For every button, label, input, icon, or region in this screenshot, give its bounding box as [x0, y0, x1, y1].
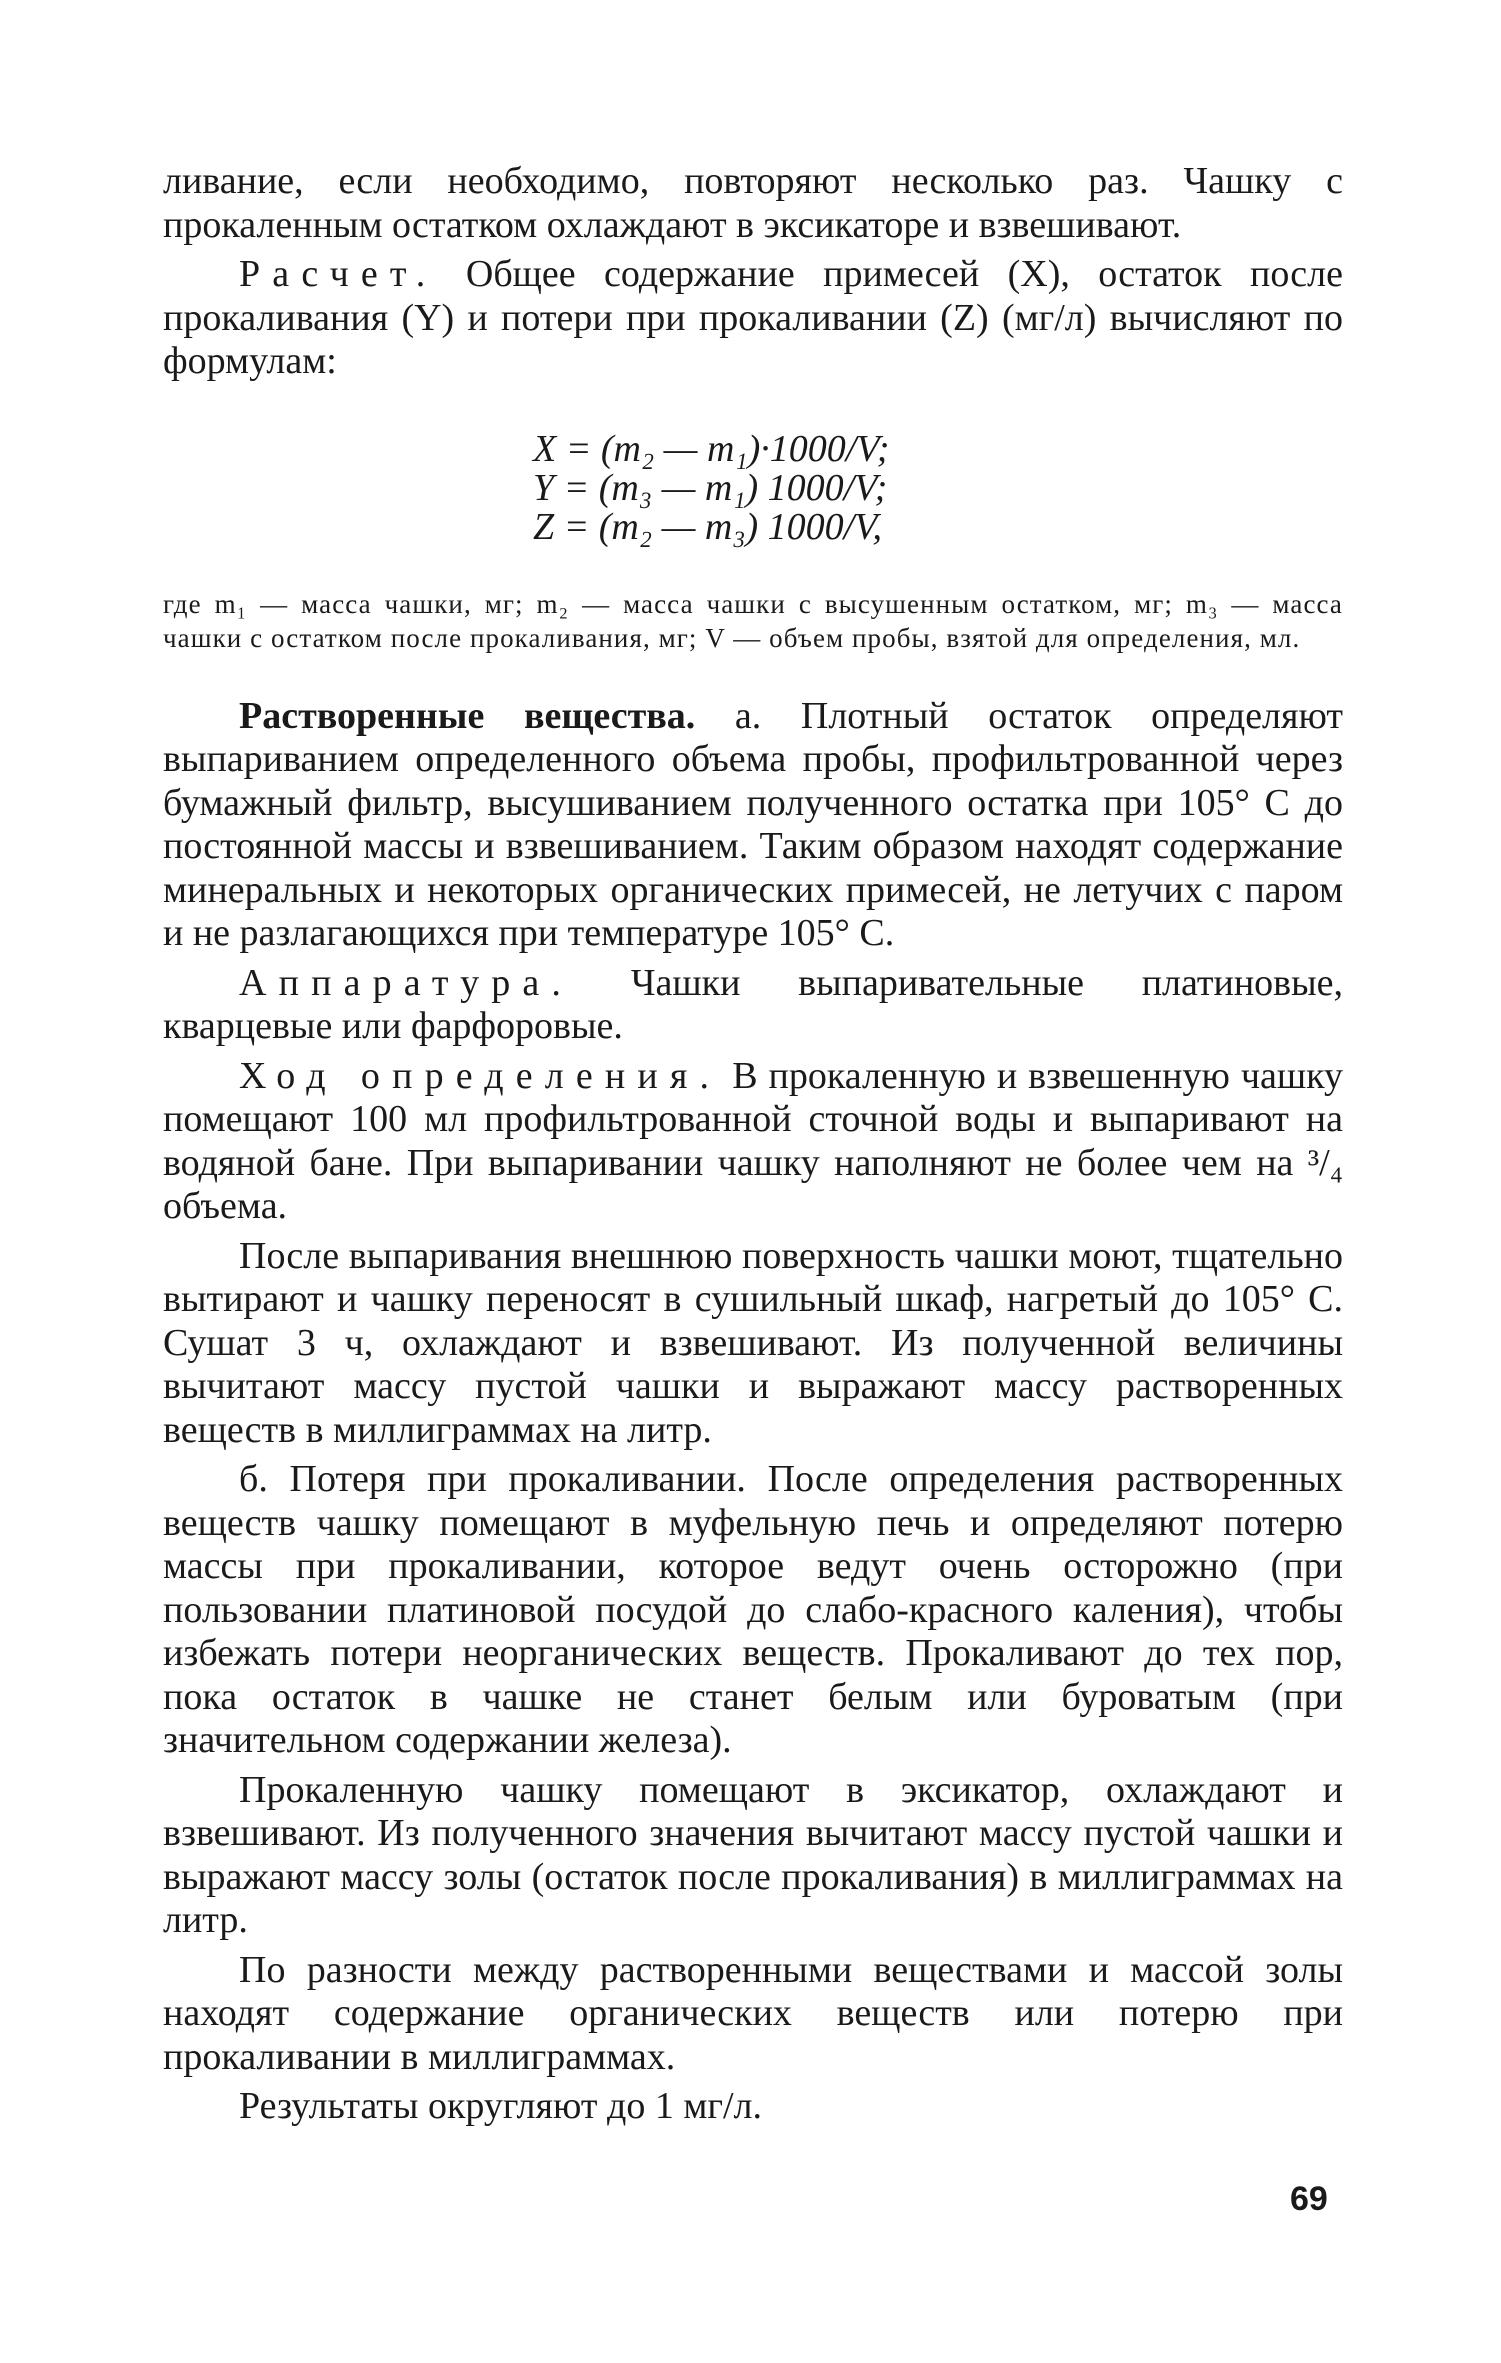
procedure-heading: Ход определения. [239, 1054, 722, 1097]
formula-x: X = (m₂ — m₁)·1000/V; [533, 427, 890, 470]
paragraph-dissolved-substances [163, 695, 1343, 956]
dissolved-text: а. Плотный остаток определяют выпариванием определенного объема пробы, профильтрованной через бумажный фильтр, высушиванием полученного остатка при 105° С до постоянной массы и взвешиванием. Таким образом находят содержание минеральных и некоторых органических примесей, не летучих с паром и не разлагающихся при температуре 105° С. [163, 694, 1343, 954]
paragraph-continuation: ливание, если необходимо, повторяют несколько раз. Чашку с прокаленным остатком охлаждают в эксикаторе и взвешивают. [163, 160, 1343, 246]
paragraph-apparatus [163, 962, 1343, 1049]
procedure-text: В прокаленную и взвешенную чашку помещают 100 мл профильтрованной сточной воды и выпаривают на водяной бане. При выпаривании чашку наполняют не более чем на ³/₄ объема. [163, 1054, 1343, 1227]
paragraph-organic: По разности между растворенными веществами и массой золы находят содержание органических веществ или потерю при прокаливании в миллиграммах. [163, 1948, 1343, 2078]
paragraph-ignition-loss: б. Потеря при прокаливании. После определения растворенных веществ чашку помещают в муфельную печь и определяют потерю массы при прокаливании, которое ведут очень осторожно (при пользовании платиновой посудой до слабо-красного каления), чтобы избежать потери неорганических веществ. Прокаливают до тех пор, пока остаток в чашке не станет белым или буроватым (при значительном содержании железа). [163, 1458, 1343, 1761]
page-body [163, 160, 1343, 2129]
calculation-heading: Расчет. [239, 253, 438, 295]
apparatus-text: Чашки выпаривательные платиновые, кварцевые или фарфоровые. [163, 961, 1343, 1047]
apparatus-heading: Аппаратура. [239, 961, 574, 1004]
formula-y: Y = (m₃ — m₁) 1000/V; [533, 466, 888, 509]
page-number: 69 [1290, 2180, 1328, 2218]
dissolved-heading: Растворенные вещества. [239, 694, 696, 737]
formula-block [163, 427, 1343, 548]
paragraph-procedure [163, 1055, 1343, 1229]
paragraph-after-evaporation: После выпаривания внешнюю поверхность чашки моют, тщательно вытирают и чашку переносят в сушильный шкаф, нагретый до 105° С. Сушат 3 ч, охлаждают и взвешивают. Из полученной величины вычитают массу пустой чашки и выражают массу растворенных веществ в миллиграммах на литр. [163, 1234, 1343, 1451]
paragraph-ash: Прокаленную чашку помещают в эксикатор, охлаждают и взвешивают. Из полученного значения вычитают массу пустой чашки и выражают массу золы (остаток после прокаливания) в миллиграммах на литр. [163, 1768, 1343, 1941]
paragraph-calculation [163, 253, 1343, 384]
formula-legend: где m₁ — масса чашки, мг; m₂ — масса чашки с высушенным остатком, мг; m₃ — масса чашки с остатком после прокаливания, мг; V — объем пробы, взятой для определения, мл. [163, 588, 1343, 653]
paragraph-rounding: Результаты округляют до 1 мг/л. [239, 2085, 762, 2127]
formula-z: Z = (m₂ — m₃) 1000/V, [533, 505, 883, 548]
calculation-text: Общее содержание примесей (X), остаток после прокаливания (Y) и потери при прокаливании (Z) (мг/л) вычисляют по формулам: [163, 253, 1343, 382]
